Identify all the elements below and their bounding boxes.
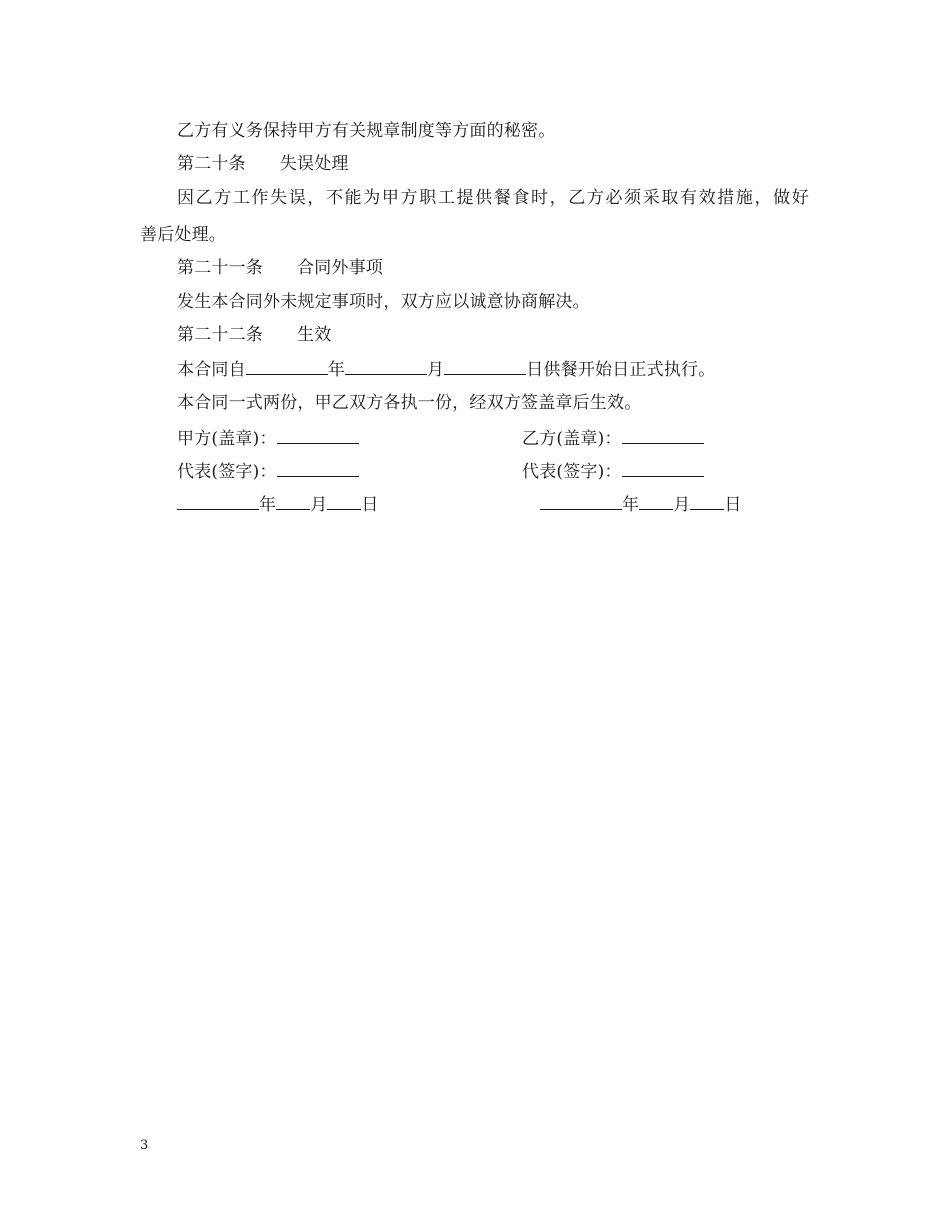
paragraph-copies [177,391,641,415]
article-22-heading [177,323,331,347]
year-label: 年 [327,360,346,380]
rep-a-sign-blank [277,459,359,477]
party-a-seal-label: 甲方(盖章)： [177,429,277,449]
rep-b-sign-line [522,459,704,484]
rep-a-sign-label: 代表(签字)： [177,462,277,482]
article-title: 生效 [297,325,332,345]
paragraph-extra-matters [177,290,590,314]
page-number: 3 [140,1138,149,1153]
paragraph-text: 发生本合同外未规定事项时，双方应以诚意协商解决。 [177,292,590,312]
party-b-day-blank [690,492,724,510]
party-a-seal-line [177,426,359,451]
day-label: 日 [724,495,742,515]
party-b-year-blank [540,492,622,510]
day-blank [444,357,526,375]
paragraph-text: 本合同自 [177,360,246,380]
paragraph-text: 因乙方工作失误，不能为甲方职工提供餐食时，乙方必须采取有效措施，做好 [177,188,809,208]
party-b-seal-blank [622,426,704,444]
rep-a-sign-line [177,459,359,484]
article-number: 第二十一条 [177,258,263,278]
year-blank [246,357,328,375]
month-label: 月 [673,495,691,515]
party-a-year-blank [177,492,259,510]
month-blank [345,357,427,375]
party-b-month-blank [639,492,673,510]
party-a-date-line [177,492,379,517]
month-label: 月 [310,495,328,515]
party-a-month-blank [276,492,310,510]
party-b-date-line [540,492,742,517]
party-b-seal-label: 乙方(盖章)： [522,429,622,449]
party-a-day-blank [327,492,361,510]
paragraph-error-handling-line1 [177,186,809,210]
paragraph-text: 日供餐开始日正式执行。 [526,360,716,380]
article-20-heading [177,152,349,176]
rep-b-sign-label: 代表(签字)： [522,462,622,482]
day-label: 日 [361,495,379,515]
article-title: 失误处理 [279,154,349,174]
article-number: 第二十二条 [177,325,263,345]
paragraph-text: 善后处理。 [140,225,226,245]
paragraph-error-handling-line2 [140,223,226,247]
year-label: 年 [622,495,640,515]
article-21-heading [177,256,383,280]
year-label: 年 [259,495,277,515]
month-label: 月 [427,360,445,380]
paragraph-confidentiality [177,119,555,143]
paragraph-effective-date [177,357,715,382]
party-b-seal-line [522,426,704,451]
paragraph-text: 本合同一式两份，甲乙双方各执一份，经双方签盖章后生效。 [177,393,642,413]
article-number: 第二十条 [177,154,246,174]
party-a-seal-blank [277,426,359,444]
paragraph-text: 乙方有义务保持甲方有关规章制度等方面的秘密。 [177,121,556,141]
article-title: 合同外事项 [297,258,383,278]
rep-b-sign-blank [622,459,704,477]
